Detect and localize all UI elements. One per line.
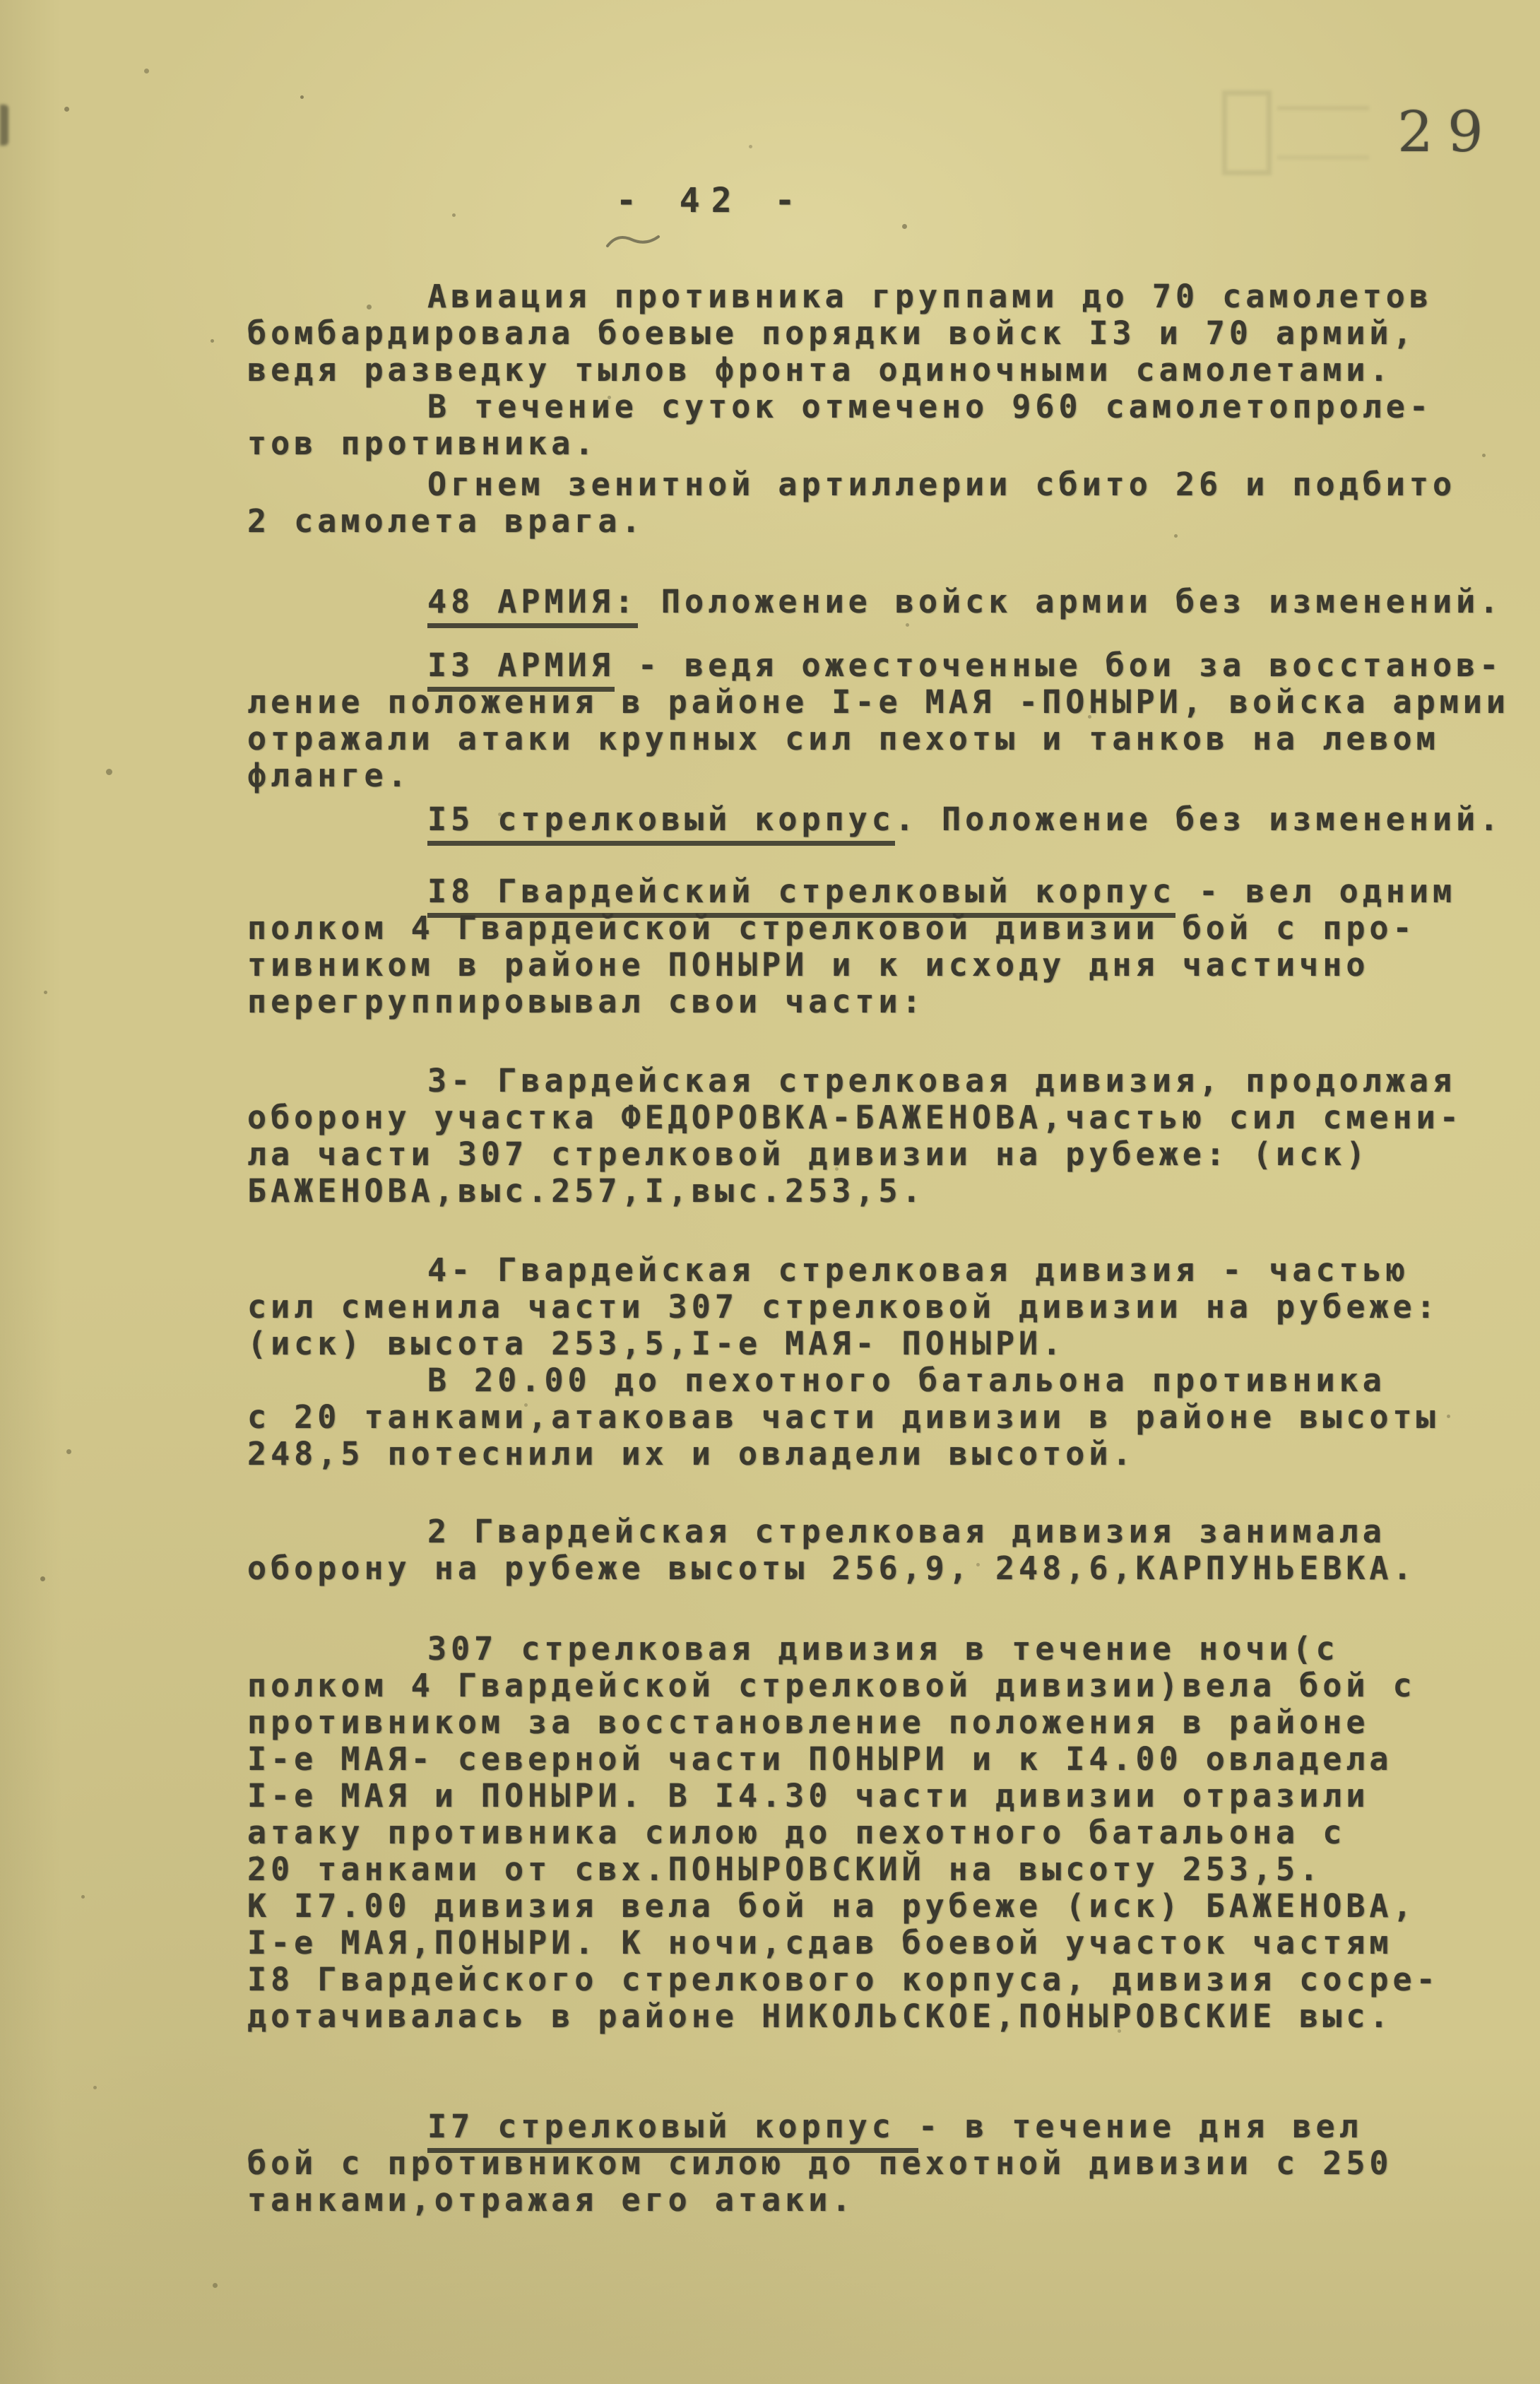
text-line: В 20.00 до пехотного батальона противника (427, 1362, 1386, 1399)
text-run: - вел одним (1175, 873, 1457, 910)
paper-speckles (0, 0, 4, 4)
heading-15-rifle-corps: I5 стрелковый корпус (427, 801, 895, 846)
scan-edge-notch (0, 105, 8, 146)
heading-18-guards-corps: I8 Гвардейский стрелковый корпус (427, 873, 1175, 918)
text-run: - ведя ожесточенные бои за восстанов- (614, 647, 1503, 684)
text-line (247, 584, 1505, 620)
text-line: 3- Гвардейская стрелковая дивизия, продолжая (427, 1062, 1457, 1099)
paragraph-18-guards-corps (247, 873, 1505, 1020)
text-line (247, 2108, 1505, 2145)
heading-13-army: I3 АРМИЯ (427, 647, 615, 692)
text-line: оборону на рубеже высоты 256,9, 248,6,КАРПУНЬЕВКА. (247, 1550, 1416, 1587)
paragraph-2-guards-division (247, 1513, 1505, 1587)
ghost-stamp-mark-2 (1277, 106, 1369, 160)
text-line: дотачивалась в районе НИКОЛЬСКОЕ,ПОНЫРОВСКИЕ выс. (247, 1998, 1393, 2035)
paragraph-307-division (247, 1631, 1505, 2035)
text-line: сил сменила части 307 стрелковой дивизии на рубеже: (247, 1288, 1440, 1326)
text-run: . Положение без изменений. (894, 801, 1503, 838)
paragraph-sorties (247, 389, 1505, 462)
text-line: тов противника. (247, 425, 598, 462)
text-line: I-е МАЯ и ПОНЫРИ. В I4.30 части дивизии отразили (247, 1777, 1370, 1814)
text-line: I-е МАЯ- северной части ПОНЫРИ и к I4.00 овладела (247, 1740, 1393, 1778)
text-line: I-е МАЯ,ПОНЫРИ. К ночи,сдав боевой участок частям (247, 1924, 1393, 1961)
text-line: 248,5 потеснили их и овладели высотой. (247, 1435, 1136, 1473)
text-line: I8 Гвардейского стрелкового корпуса, дивизия сосре- (247, 1961, 1440, 1998)
text-line: бой с противником силою до пехотной дивизии с 250 (247, 2144, 1393, 2182)
heading-48-army: 48 АРМИЯ: (427, 583, 638, 628)
paragraph-2000-attack (247, 1362, 1505, 1473)
text-line: БАЖЕНОВА,выс.257,I,выс.253,5. (247, 1172, 925, 1210)
ghost-stamp-mark (1222, 90, 1272, 175)
text-line: полком 4 Гвардейской стрелковой дивизии бой с про- (247, 909, 1416, 947)
text-line: К I7.00 дивизия вела бой на рубеже (иск) БАЖЕНОВА, (247, 1887, 1416, 1925)
text-line: 307 стрелковая дивизия в течение ночи(с (427, 1630, 1339, 1668)
text-line: оборону участка ФЕДОРОВКА-БАЖЕНОВА,частью сил смени- (247, 1099, 1463, 1136)
text-line: полком 4 Гвардейской стрелковой дивизии)вела бой с (247, 1667, 1416, 1704)
paragraph-3-guards-division (247, 1063, 1505, 1210)
document-body (247, 278, 1510, 2219)
text-line: ление положения в районе I-е МАЯ -ПОНЫРИ, войска армии (247, 683, 1510, 721)
text-line: бомбардировала боевые порядки войск I3 и 70 армий, (247, 314, 1416, 352)
paragraph-aviation (247, 278, 1505, 389)
text-run: Положение войск армии без изменений. (637, 583, 1503, 620)
text-line: В течение суток отмечено 960 самолетопроле- (427, 388, 1433, 425)
text-line: с 20 танками,атаковав части дивизии в районе высоты (247, 1398, 1440, 1436)
text-line: ла части 307 стрелковой дивизии на рубеже: (иск) (247, 1135, 1370, 1173)
page-number: - 42 - (616, 181, 807, 220)
paragraph-48-army (247, 584, 1505, 620)
text-line: 20 танками от свх.ПОНЫРОВСКИЙ на высоту 253,5. (247, 1851, 1323, 1888)
text-line: (иск) высота 253,5,I-е МАЯ- ПОНЫРИ. (247, 1325, 1066, 1362)
paragraph-aa-fire (247, 466, 1505, 540)
page-stamp-number: 29 (1397, 99, 1498, 165)
text-line (247, 873, 1505, 910)
text-line: тивником в районе ПОНЫРИ и к исходу дня частично (247, 946, 1370, 984)
text-line: 2 самолета врага. (247, 502, 645, 540)
text-line: ведя разведку тылов фронта одиночными самолетами. (247, 351, 1393, 389)
paragraph-15-rifle-corps (247, 801, 1505, 838)
paragraph-13-army (247, 647, 1510, 794)
paragraph-4-guards-division (247, 1252, 1505, 1362)
text-line: 4- Гвардейская стрелковая дивизия - частью (427, 1251, 1409, 1289)
text-line: атаку противника силою до пехотного батальона с (247, 1814, 1346, 1851)
text-line: отражали атаки крупных сил пехоты и танков на левом (247, 720, 1440, 757)
text-line: танками,отражая его атаки. (247, 2181, 855, 2219)
paragraph-17-rifle-corps (247, 2108, 1505, 2219)
text-line: перегруппировывал свои части: (247, 983, 925, 1020)
heading-17-rifle-corps: I7 стрелковый корпус (427, 2108, 918, 2153)
text-line: 2 Гвардейская стрелковая дивизия занимала (427, 1513, 1386, 1550)
text-line: фланге. (247, 757, 411, 794)
text-line: Огнем зенитной артиллерии сбито 26 и подбито (427, 466, 1457, 503)
text-line (247, 801, 1505, 838)
text-line: противником за восстановление положения в районе (247, 1704, 1370, 1741)
text-line (247, 647, 1505, 684)
pencil-squiggle (605, 230, 661, 252)
text-line: Авиация противника группами до 70 самолетов (427, 278, 1433, 315)
text-run: - в течение дня вел (918, 2108, 1363, 2145)
